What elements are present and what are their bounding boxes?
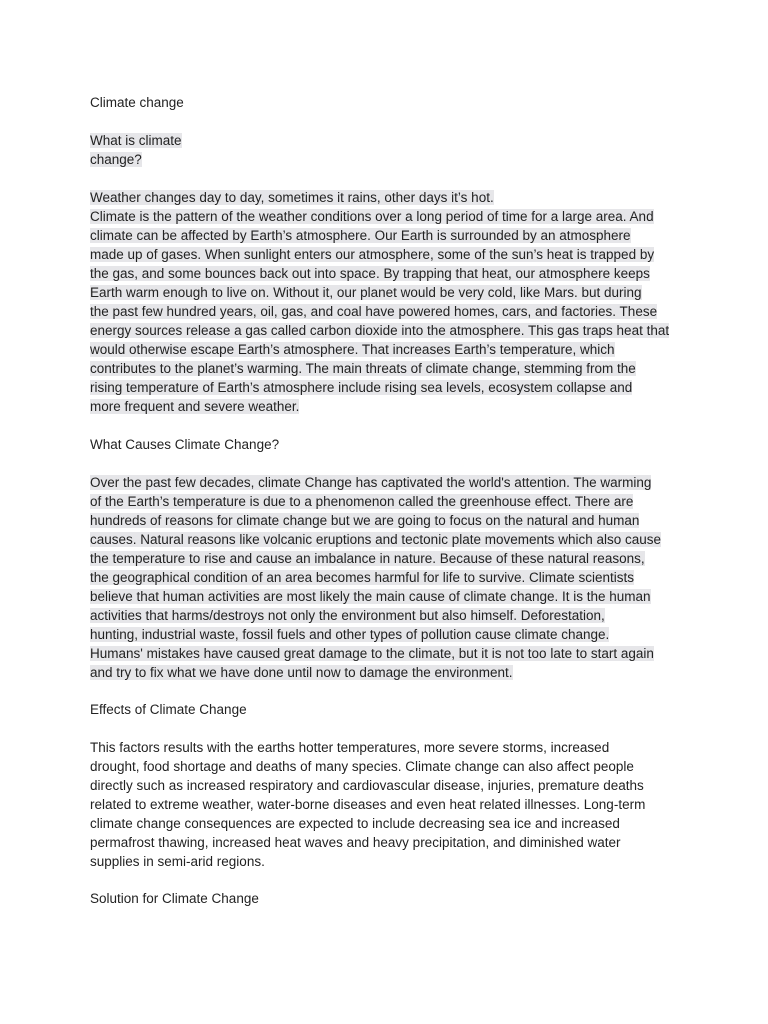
- paragraph-line: believe that human activities are most likely the main cause of climate change. It is the human: [90, 589, 651, 604]
- paragraph-line: more frequent and severe weather.: [90, 399, 300, 414]
- paragraph-line: directly such as increased respiratory and cardiovascular disease, injuries, premature deaths: [90, 778, 644, 793]
- paragraph-line: made up of gases. When sunlight enters our atmosphere, some of the sun’s heat is trapped by: [90, 247, 655, 262]
- paragraph-line: of the Earth’s temperature is due to a phenomenon called the greenhouse effect. There are: [90, 494, 634, 509]
- section-body-what-is-climate-change: [90, 188, 669, 416]
- paragraph-line: activities that harms/destroys not only the environment but also himself. Deforestation,: [90, 608, 605, 623]
- document-title-text: Climate change: [90, 95, 184, 110]
- heading-line: change?: [90, 152, 142, 167]
- heading-line: What Causes Climate Change?: [90, 437, 280, 452]
- paragraph-line: the gas, and some bounces back out into space. By trapping that heat, our atmosphere keeps: [90, 266, 650, 281]
- paragraph-line: the geographical condition of an area becomes harmful for life to survive. Climate scientists: [90, 570, 635, 585]
- paragraph-line: contributes to the planet’s warming. The main threats of climate change, stemming from the: [90, 361, 636, 376]
- paragraph-line: permafrost thawing, increased heat waves and heavy precipitation, and diminished water: [90, 835, 621, 850]
- section-heading-effects-of-climate-change: [90, 700, 247, 719]
- paragraph-line: Climate is the pattern of the weather conditions over a long period of time for a large area. And: [90, 209, 654, 224]
- section-body-what-causes-climate-change: [90, 473, 661, 682]
- paragraph-line: related to extreme weather, water-borne diseases and even heat related illnesses. Long-term: [90, 797, 646, 812]
- heading-line: Solution for Climate Change: [90, 891, 259, 906]
- paragraph-line: Earth warm enough to live on. Without it, our planet would be very cold, like Mars. but during: [90, 285, 642, 300]
- paragraph-line: the temperature to rise and cause an imbalance in nature. Because of these natural reasons,: [90, 551, 645, 566]
- section-heading-what-is-climate-change: [90, 131, 182, 169]
- paragraph-line: hunting, industrial waste, fossil fuels and other types of pollution cause climate change.: [90, 627, 610, 642]
- paragraph-line: the past few hundred years, oil, gas, and coal have powered homes, cars, and factories. These: [90, 304, 658, 319]
- paragraph-line: supplies in semi-arid regions.: [90, 854, 265, 869]
- heading-line: Effects of Climate Change: [90, 702, 247, 717]
- document-title: [90, 93, 184, 112]
- section-body-effects-of-climate-change: [90, 738, 645, 871]
- section-heading-what-causes-climate-change: [90, 435, 279, 454]
- paragraph-line: climate change consequences are expected to include decreasing sea ice and increased: [90, 816, 620, 831]
- section-heading-solution-for-climate-change: [90, 889, 259, 908]
- paragraph-line: would otherwise escape Earth’s atmosphere. That increases Earth’s temperature, which: [90, 342, 615, 357]
- paragraph-line: energy sources release a gas called carbon dioxide into the atmosphere. This gas traps heat that: [90, 323, 670, 338]
- paragraph-line: Weather changes day to day, sometimes it rains, other days it’s hot.: [90, 190, 494, 205]
- paragraph-line: rising temperature of Earth’s atmosphere include rising sea levels, ecosystem collapse and: [90, 380, 633, 395]
- paragraph-line: hundreds of reasons for climate change but we are going to focus on the natural and human: [90, 513, 640, 528]
- paragraph-line: Over the past few decades, climate Change has captivated the world's attention. The warming: [90, 475, 652, 490]
- paragraph-line: climate can be affected by Earth’s atmosphere. Our Earth is surrounded by an atmosphere: [90, 228, 631, 243]
- paragraph-line: Humans' mistakes have caused great damage to the climate, but it is not too late to start again: [90, 646, 654, 661]
- paragraph-line: This factors results with the earths hotter temperatures, more severe storms, increased: [90, 740, 610, 755]
- paragraph-line: and try to fix what we have done until now to damage the environment.: [90, 665, 513, 680]
- paragraph-line: drought, food shortage and deaths of many species. Climate change can also affect people: [90, 759, 634, 774]
- heading-line: What is climate: [90, 133, 182, 148]
- paragraph-line: causes. Natural reasons like volcanic eruptions and tectonic plate movements which also cause: [90, 532, 662, 547]
